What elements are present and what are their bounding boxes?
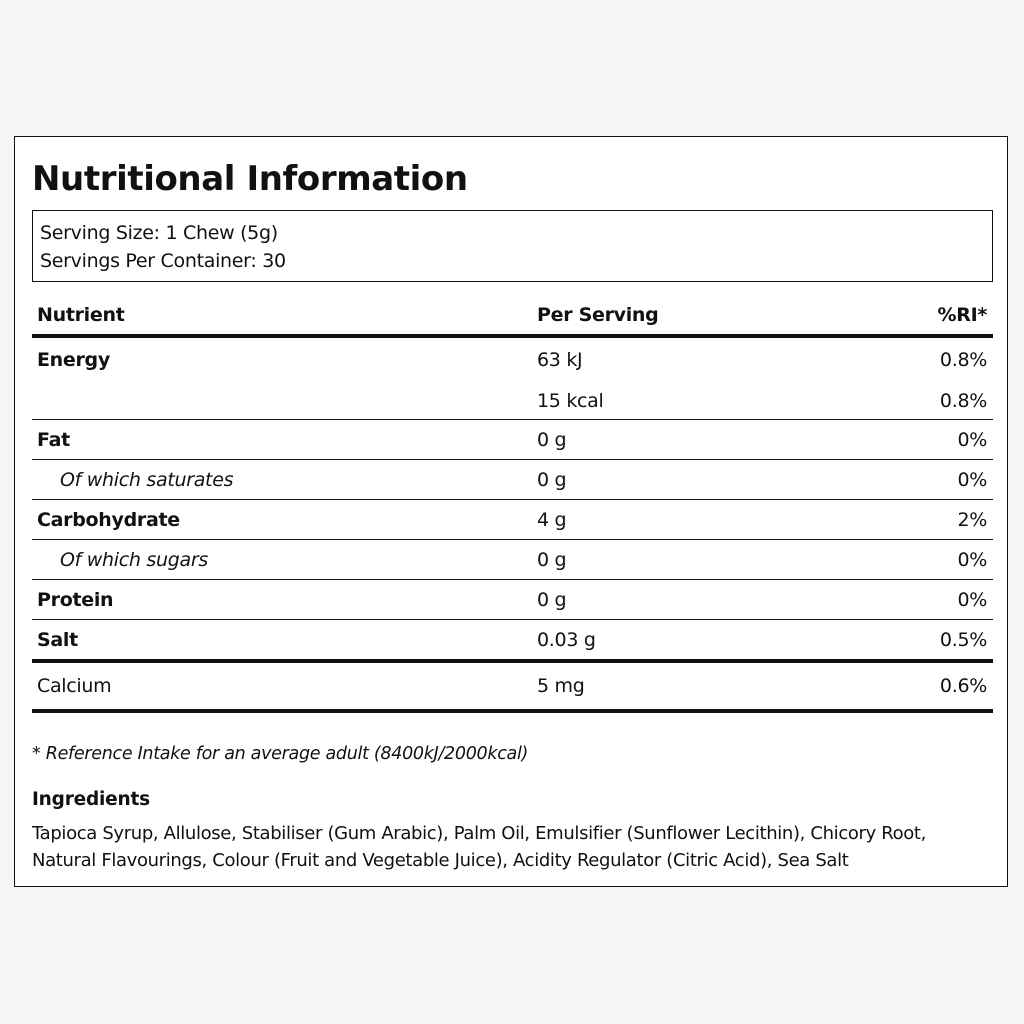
servings-per-container: Servings Per Container: 30 <box>40 250 286 272</box>
nutrient-ri: 0.8% <box>939 349 987 371</box>
nutrient-ri: 0% <box>957 428 987 451</box>
nutrient-name: Energy <box>37 349 110 371</box>
header-ri: %RI* <box>937 303 987 326</box>
table-row-energy-kj <box>32 338 993 382</box>
nutrient-name: Fat <box>37 428 70 451</box>
nutrient-value: 4 g <box>537 508 567 531</box>
nutrient-name: Calcium <box>37 675 112 697</box>
nutrient-ri: 2% <box>957 508 987 531</box>
table-row-calcium <box>32 663 993 713</box>
nutrient-name: Protein <box>37 588 114 611</box>
table-row-protein <box>32 580 993 620</box>
nutrient-name: Carbohydrate <box>37 508 180 531</box>
nutrient-value: 5 mg <box>537 675 585 697</box>
table-row-fat <box>32 420 993 460</box>
nutrient-value: 63 kJ <box>537 349 583 371</box>
serving-size: Serving Size: 1 Chew (5g) <box>40 222 278 244</box>
header-per-serving: Per Serving <box>537 303 659 326</box>
nutrient-name: Of which saturates <box>60 468 234 491</box>
nutrient-name: Salt <box>37 628 78 651</box>
table-row-carbohydrate <box>32 500 993 540</box>
nutrient-value: 0 g <box>537 548 567 571</box>
nutrient-value: 0 g <box>537 428 567 451</box>
table-header-row <box>32 295 993 338</box>
nutrient-value: 0 g <box>537 588 567 611</box>
serving-info-box <box>32 210 993 282</box>
table-row-salt <box>32 620 993 663</box>
header-nutrient: Nutrient <box>37 303 125 326</box>
nutrient-value: 0 g <box>537 468 567 491</box>
nutrient-ri: 0.6% <box>939 675 987 697</box>
nutrient-value: 15 kcal <box>537 389 604 412</box>
nutrition-label-panel <box>14 136 1008 887</box>
reference-intake-footnote: * Reference Intake for an average adult (8400kJ/2000kcal) <box>32 744 529 764</box>
table-row-sugars <box>32 540 993 580</box>
ingredients-heading: Ingredients <box>32 789 150 810</box>
nutrient-ri: 0% <box>957 588 987 611</box>
page-title: Nutritional Information <box>32 159 468 199</box>
nutrition-table <box>32 295 993 713</box>
ingredients-list: Tapioca Syrup, Allulose, Stabiliser (Gum Arabic), Palm Oil, Emulsifier (Sunflower Lecithin), Chicory Root, Natural Flavourings, Colour (Fruit and Vegetable Juice), Acidity Regulator (Citric Acid), Sea Salt <box>32 823 927 871</box>
table-row-saturates <box>32 460 993 500</box>
nutrient-ri: 0% <box>957 468 987 491</box>
table-row-energy-kcal <box>32 382 993 420</box>
nutrient-name: Of which sugars <box>60 548 208 571</box>
nutrient-value: 0.03 g <box>537 628 596 651</box>
nutrient-ri: 0% <box>957 548 987 571</box>
nutrient-ri: 0.8% <box>939 389 987 412</box>
nutrient-ri: 0.5% <box>939 628 987 651</box>
